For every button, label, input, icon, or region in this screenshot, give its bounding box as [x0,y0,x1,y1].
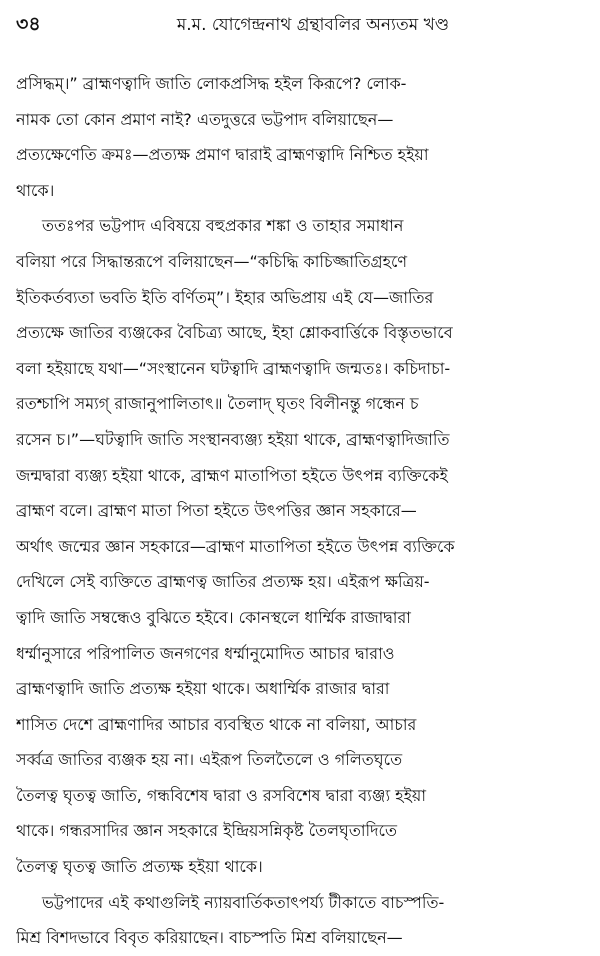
text-line: শাসিত দেশে ব্রাহ্মণাদির আচার ব্যবস্থিত থাকে না বলিয়া, আচার [16,714,417,734]
paragraph-start-line: ভট্টপাদের এই কথাগুলিই ন্যায়বার্তিকতাৎপর্য্য টীকাতে বাচস্পতি- [42,892,445,912]
text-line: রসেন চ।”—ঘটত্বাদি জাতি সংস্থানব্যঞ্জ্য হইয়া থাকে, ব্রাহ্মণত্বাদিজাতি [16,429,450,449]
text-line: ইতিকর্তব্যতা ভবতি ইতি বর্ণিতম্”। ইহার অভিপ্রায় এই যে—জাতির [16,287,434,307]
text-line: ধর্ম্মানুসারে পরিপালিত জনগণের ধর্ম্মানুমোদিত আচার দ্বারাও [16,643,395,663]
text-line: ত্বাদি জাতি সম্বন্ধেও বুঝিতে হইবে। কোনস্থলে ধার্ম্মিক রাজাদ্বারা [16,607,411,627]
text-line: থাকে। গন্ধরসাদির জ্ঞান সহকারে ইন্দ্রিয়সন্নিকৃষ্ট তৈলঘৃতাদিতে [16,821,397,841]
text-line: প্রত্যক্ষেণেতি ক্রমঃ—প্রত্যক্ষ প্রমাণ দ্বারাই ব্রাহ্মণত্বাদি নিশ্চিত হইয়া [16,145,429,165]
body-text [16,66,580,956]
text-line: রতশ্চাপি সম্যগ্ রাজানুপালিতাৎ॥ তৈলাদ্ ঘৃতং বিলীনন্তু গন্ধেন চ [16,394,419,414]
page-header [16,10,580,50]
text-line: বলা হইয়াছে যথা—“সংস্থানেন ঘটত্বাদি ব্রাহ্মণত্বাদি জন্মতঃ। কচিদাচা- [16,358,451,378]
text-line: মিশ্র বিশদভাবে বিবৃত করিয়াছেন। বাচস্পতি মিশ্র বলিয়াছেন— [16,928,403,948]
text-line: থাকে। [16,180,55,200]
text-line: ব্রাহ্মণত্বাদি জাতি প্রত্যক্ষ হইয়া থাকে। অধার্ম্মিক রাজার দ্বারা [16,679,390,699]
text-line: প্রসিদ্ধম্।” ব্রাহ্মণত্বাদি জাতি লোকপ্রসিদ্ধ হইল কিরূপে? লোক- [16,74,407,93]
text-line: বলিয়া পরে সিদ্ধান্তরূপে বলিয়াছেন—“কচিদ্ধি কাচিজ্জাতিগ্রহণে [16,251,408,271]
text-line: তৈলত্ব ঘৃতত্ব জাতি, গন্ধবিশেষ দ্বারা ও রসবিশেষ দ্বারা ব্যঞ্জ্য হইয়া [16,785,426,805]
text-line: দেখিলে সেই ব্যক্তিতে ব্রাহ্মণত্ব জাতির প্রত্যক্ষ হয়। এইরূপ ক্ষত্রিয়- [16,572,430,592]
text-line: তৈলত্ব ঘৃতত্ব জাতি প্রত্যক্ষ হইয়া থাকে। [16,857,263,877]
running-title: ম.ম. যোগেন্দ্রনাথ গ্রন্থাবলির অন্যতম খণ্ড [176,15,450,35]
text-line: অর্থাৎ জন্মের জ্ঞান সহকারে—ব্রাহ্মণ মাতাপিতা হইতে উৎপন্ন ব্যক্তিকে [16,536,455,556]
paragraph-start-line: ততঃপর ভট্টপাদ এবিষয়ে বহুপ্রকার শঙ্কা ও তাহার সমাধান [42,216,404,236]
text-line: নামক তো কোন প্রমাণ নাই? এতদুত্তরে ভট্টপাদ বলিয়াছেন— [16,109,394,129]
page-number: ৩৪ [16,13,41,35]
text-line: সর্ব্বত্র জাতির ব্যঞ্জক হয় না। এইরূপ তিলতৈলে ও গলিতঘৃতে [16,750,403,770]
text-line: ব্রাহ্মণ বলে। ব্রাহ্মণ মাতা পিতা হইতে উৎপত্তির জ্ঞান সহকারে— [16,501,417,521]
text-line: জন্মদ্বারা ব্যঞ্জ্য হইয়া থাকে, ব্রাহ্মণ মাতাপিতা হইতে উৎপন্ন ব্যক্তিকেই [16,465,448,485]
text-line: প্রত্যক্ষে জাতির ব্যঞ্জকের বৈচিত্র্য আছে, ইহা শ্লোকবার্ত্তিকে বিস্তৃতভাবে [16,323,453,343]
